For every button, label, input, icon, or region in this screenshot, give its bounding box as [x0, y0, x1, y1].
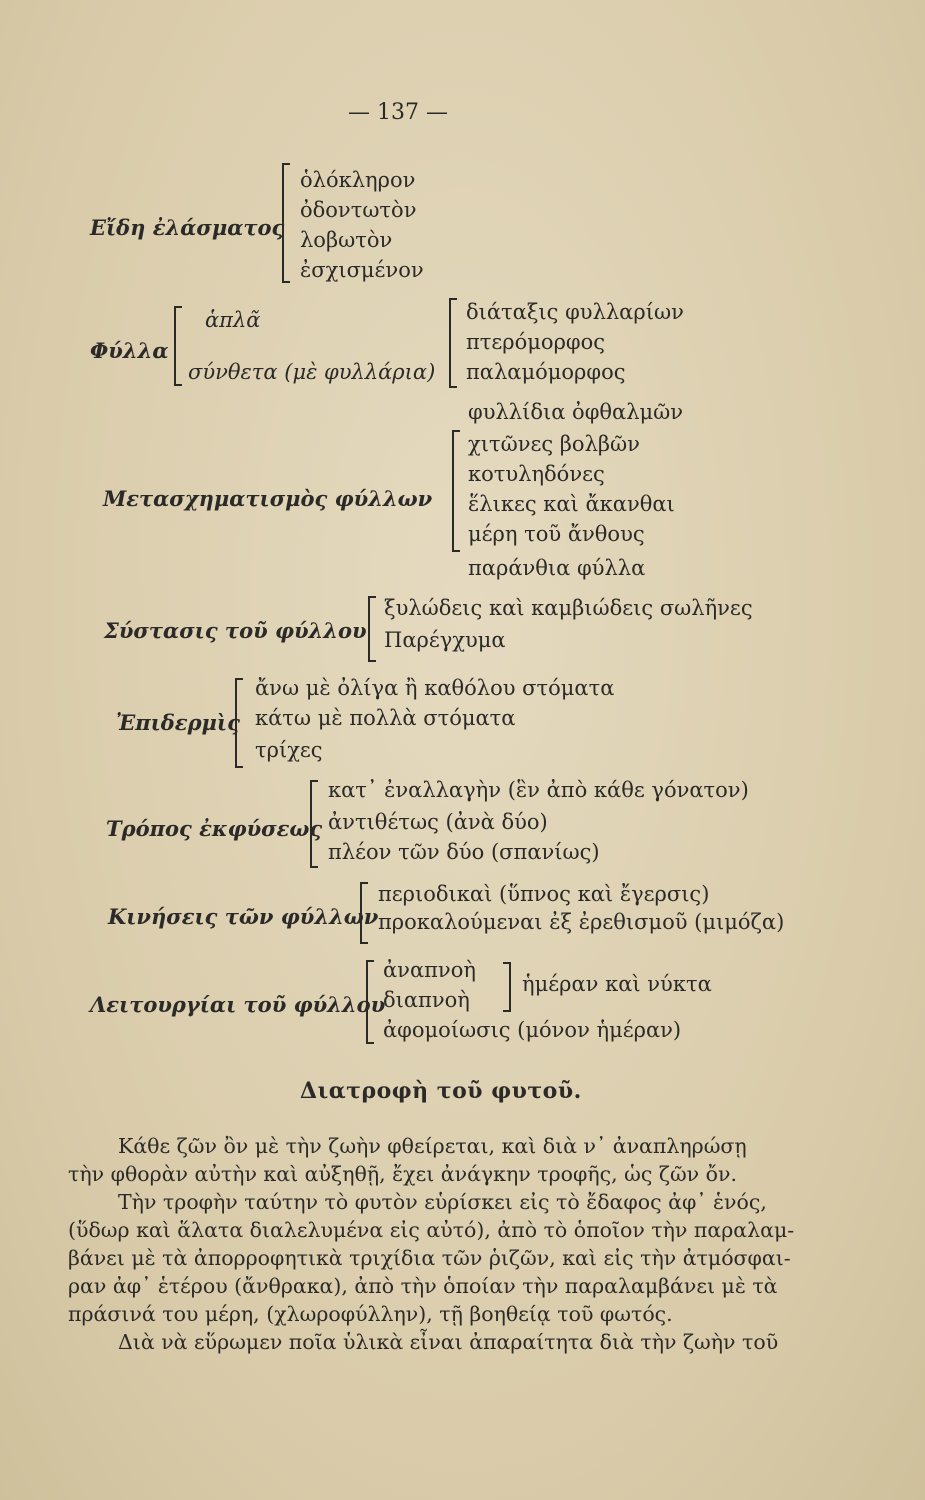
tropos-label: Τρόπος ἐκφύσεως — [106, 816, 323, 841]
fylla-item: παλαμόμορφος — [466, 360, 626, 384]
leitourgiai-item: διαπνοὴ — [383, 988, 470, 1012]
systasis-label: Σύστασις τοῦ φύλλου — [104, 618, 367, 643]
fylla-sub: σύνθετα (μὲ φυλλάρια) — [188, 360, 436, 384]
metaschimatismos-item: ἕλικες καὶ ἄκανθαι — [468, 492, 675, 516]
leitourgiai-brace — [366, 960, 374, 1044]
epidermis-item: τρίχες — [255, 738, 323, 762]
kiniseis-label: Κινήσεις τῶν φύλλων — [108, 904, 379, 929]
eidi-item: ὁλόκληρον — [300, 168, 416, 192]
fylla-items-brace — [449, 298, 457, 388]
systasis-item: ξυλώδεις καὶ καμβιώδεις σωλῆνες — [384, 596, 753, 620]
metaschimatismos-item: παράνθια φύλλα — [468, 556, 646, 580]
paragraph-line: (ὕδωρ καὶ ἅλατα διαλελυμένα εἰς αὐτό), ἀπὸ τὸ ὁποῖον τὴν παραλαμ- — [68, 1218, 795, 1242]
eidi-label: Εἴδη ἐλάσματος — [90, 215, 285, 240]
metaschimatismos-brace — [452, 430, 460, 552]
epidermis-item: ἄνω μὲ ὀλίγα ἢ καθόλου στόματα — [255, 676, 615, 700]
leitourgiai-note: ἡμέραν καὶ νύκτα — [522, 972, 712, 996]
leitourgiai-item: ἀφομοίωσις (μόνον ἡμέραν) — [383, 1018, 682, 1042]
metaschimatismos-item: χιτῶνες βολβῶν — [468, 432, 640, 456]
paragraph-line: βάνει μὲ τὰ ἀπορροφητικὰ τριχίδια τῶν ῥιζῶν, καὶ εἰς τὴν ἀτμόσφαι- — [68, 1246, 791, 1270]
tropos-item: κατ᾽ ἐναλλαγὴν (ἓν ἀπὸ κάθε γόνατον) — [328, 778, 749, 802]
eidi-brace — [282, 163, 290, 283]
systasis-brace — [368, 596, 376, 662]
kiniseis-item: περιοδικαὶ (ὕπνος καὶ ἔγερσις) — [378, 882, 710, 906]
paragraph-line: τὴν φθορὰν αὐτὴν καὶ αὐξηθῇ, ἔχει ἀνάγκην τροφῆς, ὡς ζῶν ὄν. — [68, 1162, 737, 1186]
tropos-item: πλέον τῶν δύο (σπανίως) — [328, 840, 600, 864]
fylla-label: Φύλλα — [90, 338, 169, 363]
eidi-item: ὀδοντωτὸν — [300, 198, 417, 222]
metaschimatismos-item: κοτυληδόνες — [468, 462, 605, 486]
metaschimatismos-label: Μετασχηματισμὸς φύλλων — [103, 486, 433, 511]
epidermis-brace — [235, 678, 243, 768]
paragraph-line: Τὴν τροφὴν ταύτην τὸ φυτὸν εὑρίσκει εἰς τὸ ἔδαφος ἀφ᾽ ἑνός, — [118, 1190, 767, 1214]
eidi-item: λοβωτὸν — [300, 228, 393, 252]
paragraph-line: Κάθε ζῶν ὂν μὲ τὴν ζωὴν φθείρεται, καὶ διὰ ν᾽ ἀναπληρώσῃ — [118, 1134, 747, 1158]
page-number: — 137 — — [348, 100, 448, 125]
leitourgiai-right-brace — [503, 962, 511, 1012]
tropos-item: ἀντιθέτως (ἀνὰ δύο) — [328, 810, 548, 834]
eidi-item: ἐσχισμένον — [300, 258, 424, 282]
section-heading: Διατροφὴ τοῦ φυτοῦ. — [300, 1078, 582, 1104]
kiniseis-brace — [360, 882, 368, 944]
fylla-brace — [174, 306, 182, 386]
paragraph-line: ραν ἀφ᾽ ἑτέρου (ἄνθρακα), ἀπὸ τὴν ὁποίαν τὴν παραλαμβάνει μὲ τὰ — [68, 1274, 778, 1298]
fylla-item: πτερόμορφος — [466, 330, 606, 354]
epidermis-item: κάτω μὲ πολλὰ στόματα — [255, 706, 516, 730]
fylla-sub: ἁπλᾶ — [205, 308, 261, 332]
epidermis-label: Ἐπιδερμὶς — [116, 710, 240, 735]
kiniseis-item: προκαλούμεναι ἐξ ἐρεθισμοῦ (μιμόζα) — [378, 910, 785, 934]
leitourgiai-label: Λειτουργίαι τοῦ φύλλου — [90, 992, 386, 1017]
metaschimatismos-item: μέρη τοῦ ἄνθους — [468, 522, 645, 546]
fylla-item: διάταξις φυλλαρίων — [466, 300, 684, 324]
paragraph-line: Διὰ νὰ εὕρωμεν ποῖα ὑλικὰ εἶναι ἀπαραίτητα διὰ τὴν ζωὴν τοῦ — [118, 1330, 779, 1354]
paragraph-line: πράσινά του μέρη, (χλωροφύλλην), τῇ βοηθείᾳ τοῦ φωτός. — [68, 1302, 673, 1326]
metaschimatismos-item: φυλλίδια ὀφθαλμῶν — [468, 400, 684, 424]
tropos-brace — [310, 780, 318, 868]
leitourgiai-item: ἀναπνοὴ — [383, 958, 476, 982]
systasis-item: Παρέγχυμα — [384, 628, 506, 652]
